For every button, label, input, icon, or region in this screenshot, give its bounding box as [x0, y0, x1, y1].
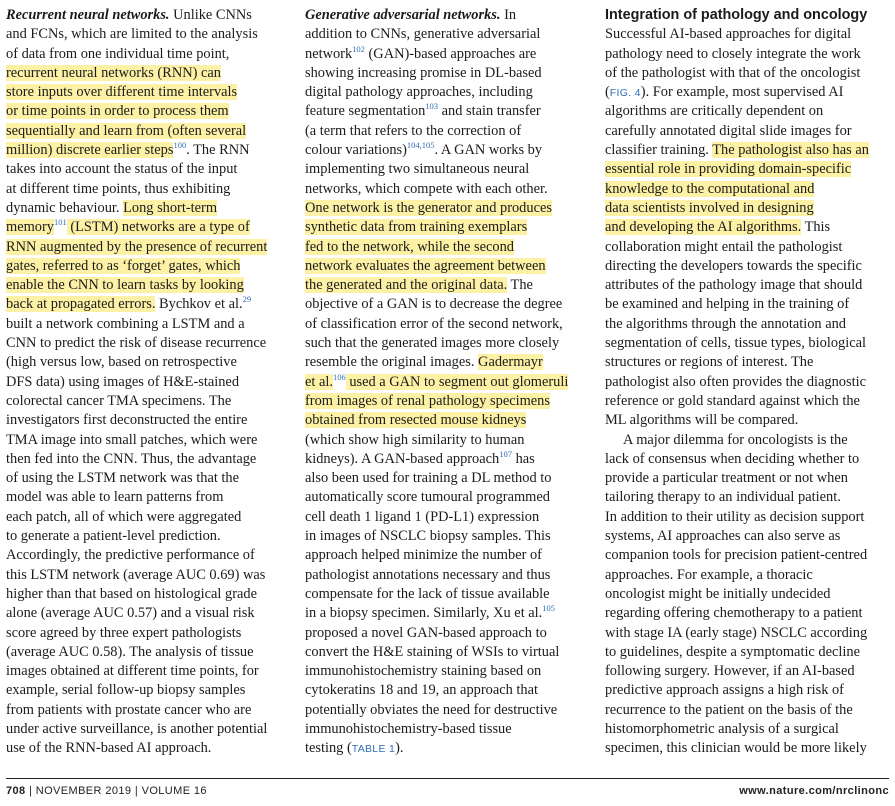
footer-rule	[6, 778, 889, 779]
highlighted-text: knowledge to the computational and	[605, 180, 815, 197]
text-run: histomorphometric analysis of a surgical	[605, 720, 839, 737]
text-line	[6, 160, 291, 179]
text-run: segmentation of cells, tissue types, biological	[605, 335, 866, 352]
text-run: and FCNs, which are limited to the analysis	[6, 26, 258, 43]
text-line	[605, 720, 891, 739]
text-line	[605, 218, 891, 237]
text-line	[605, 508, 891, 527]
reference-link[interactable]: 104,105	[406, 140, 435, 151]
text-line	[6, 315, 291, 334]
footer-issue-info	[6, 785, 207, 797]
text-line	[6, 643, 291, 662]
text-line	[6, 681, 291, 700]
text-run: testing (	[305, 740, 352, 757]
text-line	[6, 83, 291, 102]
text-line	[605, 450, 891, 469]
text-line	[305, 83, 590, 102]
highlighted-text: One network is the generator and produces	[305, 199, 552, 216]
highlighted-text: recurrent neural networks (RNN) can	[6, 64, 221, 81]
text-run: resemble the original images.	[305, 354, 479, 371]
text-line	[305, 546, 590, 565]
text-run: immunohistochemistry staining based on	[305, 663, 542, 680]
text-line	[305, 257, 590, 276]
text-line	[6, 122, 291, 141]
highlighted-text: from images of renal pathology specimens	[305, 392, 550, 409]
text-run: be examined and helping in the training of	[605, 296, 850, 313]
footer-separator: |	[25, 785, 36, 797]
text-run: The	[507, 277, 533, 294]
text-line	[605, 199, 891, 218]
text-run: and stain transfer	[438, 103, 541, 120]
text-run: Unlike CNNs	[169, 7, 252, 23]
text-line	[6, 276, 291, 295]
text-line	[605, 83, 891, 102]
text-run: . A GAN works by	[434, 142, 543, 159]
text-run: network	[305, 45, 353, 62]
text-line	[6, 566, 291, 585]
text-line	[6, 585, 291, 604]
text-run: digital pathology approaches, including	[305, 84, 533, 101]
text-run: predictive approach assigns a high risk of	[605, 682, 844, 699]
text-run: oncologist might be initially undecided	[605, 585, 831, 602]
text-line	[605, 411, 891, 430]
text-run: cell death 1 ligand 1 (PD-L1) expression	[305, 508, 540, 525]
text-line	[6, 218, 291, 237]
text-run: This	[801, 219, 831, 236]
text-line	[6, 295, 291, 314]
text-line	[305, 720, 590, 739]
text-line	[305, 315, 590, 334]
text-run: investigators first deconstructed the entire	[6, 412, 248, 429]
cross-reference-link[interactable]: FIG. 4	[609, 87, 641, 100]
reference-link[interactable]: 106	[332, 371, 346, 382]
text-line	[305, 238, 590, 257]
paragraph	[305, 6, 590, 759]
highlighted-text: enable the CNN to learn tasks by looking	[6, 277, 244, 294]
highlighted-text: Gadermayr	[478, 354, 543, 371]
text-line	[605, 681, 891, 700]
paragraph	[6, 6, 291, 759]
text-run: structures or regions of interest. The	[605, 354, 814, 371]
text-run: compensate for the lack of tissue available	[305, 585, 550, 602]
text-run: kidneys). A GAN-based approach	[305, 450, 500, 467]
text-line	[605, 604, 891, 623]
text-line	[605, 701, 891, 720]
text-run: collaboration might entail the pathologist	[605, 238, 843, 255]
text-line	[6, 662, 291, 681]
text-line	[605, 6, 891, 25]
reference-link[interactable]: 101	[53, 217, 67, 228]
text-line	[605, 585, 891, 604]
text-run: lack of consensus when deciding whether to	[605, 450, 860, 467]
text-run: colour variations)	[305, 142, 407, 159]
text-line	[605, 373, 891, 392]
text-line	[6, 450, 291, 469]
text-line	[305, 353, 590, 372]
text-line	[6, 527, 291, 546]
text-run: reference or gold standard against which the	[605, 392, 860, 409]
text-run: pathology need to closely integrate the work	[605, 45, 861, 62]
text-line	[305, 450, 590, 469]
highlighted-text: and developing the AI algorithms.	[605, 219, 802, 236]
text-run: pathologist annotations necessary and thus	[305, 566, 551, 583]
text-run: in a biopsy specimen. Similarly, Xu et al.	[305, 605, 543, 622]
highlighted-text: store inputs over different time intervals	[6, 84, 238, 101]
text-run: Accordingly, the predictive performance of	[6, 547, 255, 564]
text-line	[6, 334, 291, 353]
text-run: In addition to their utility as decision support	[605, 508, 865, 525]
text-line	[305, 488, 590, 507]
text-line	[305, 566, 590, 585]
text-run: dynamic behaviour.	[6, 199, 124, 216]
text-run: carefully annotated digital slide images for	[605, 122, 852, 139]
page-footer	[6, 785, 889, 799]
text-line	[6, 45, 291, 64]
highlighted-text: fed to the network, while the second	[305, 238, 515, 255]
text-run: following surgery. However, if an AI-based	[605, 663, 855, 680]
text-line	[605, 257, 891, 276]
highlighted-text: back at propagated errors.	[6, 296, 156, 313]
text-run: TMA image into small patches, which were	[6, 431, 258, 448]
text-line	[6, 411, 291, 430]
highlighted-text: essential role in providing domain-specific	[605, 161, 852, 178]
text-run: (a term that refers to the correction of	[305, 122, 522, 139]
text-line	[605, 527, 891, 546]
text-line	[6, 488, 291, 507]
reference-link[interactable]: 107	[499, 449, 512, 460]
text-run: use of the RNN-based AI approach.	[6, 740, 212, 757]
highlighted-text: RNN augmented by the presence of recurrent	[6, 238, 268, 255]
text-run: directing the developers towards the specific	[605, 257, 862, 274]
reference-link[interactable]: 103	[425, 101, 439, 112]
text-line	[605, 662, 891, 681]
text-line	[305, 739, 590, 758]
text-line	[305, 160, 590, 179]
text-run: implementing two simultaneous neural	[305, 161, 530, 178]
text-run: such that the generated images more closely	[305, 335, 560, 352]
text-run: with stage IA (early stage) NSCLC according	[605, 624, 868, 641]
text-line	[305, 276, 590, 295]
text-run: score agreed by three expert pathologists	[6, 624, 242, 641]
text-line	[305, 373, 590, 392]
text-run: to generate a patient-level prediction.	[6, 528, 221, 545]
text-run: ML algorithms will be compared.	[605, 412, 799, 429]
text-line	[6, 373, 291, 392]
text-run: approach helped minimize the number of	[305, 547, 542, 564]
text-line	[305, 141, 590, 160]
text-run: Successful AI-based approaches for digital	[605, 26, 852, 43]
text-line	[605, 431, 891, 450]
text-run: then fed into the CNN. Thus, the advantage	[6, 450, 257, 467]
reference-link[interactable]: 102	[352, 43, 365, 54]
text-run: regarding offering chemotherapy to a patient	[605, 605, 863, 622]
text-run: attributes of the pathology image that should	[605, 277, 863, 294]
text-line	[305, 508, 590, 527]
text-run: A major dilemma for oncologists is the	[623, 431, 848, 448]
highlighted-text: sequentially and learn from (often several	[6, 122, 247, 139]
text-line	[305, 102, 590, 121]
text-line	[6, 701, 291, 720]
text-line	[605, 624, 891, 643]
text-line	[305, 662, 590, 681]
text-run: systems, AI approaches can also serve as	[605, 528, 841, 545]
text-run: colorectal cancer TMA specimens. The	[6, 392, 232, 409]
text-run: also been used for training a DL method to	[305, 470, 552, 487]
text-line	[305, 295, 590, 314]
text-line	[605, 392, 891, 411]
text-run: ).	[395, 740, 404, 757]
text-line	[305, 701, 590, 720]
text-line	[305, 6, 590, 25]
text-line	[605, 739, 891, 758]
text-run: to guidelines, despite a symptomatic decline	[605, 643, 860, 660]
text-line	[6, 546, 291, 565]
text-run: (average AUC 0.58). The analysis of tissue	[6, 643, 254, 660]
text-line	[6, 257, 291, 276]
text-line	[605, 160, 891, 179]
text-column-3	[605, 6, 891, 759]
text-line	[605, 45, 891, 64]
text-line	[6, 102, 291, 121]
text-run: CNN to predict the risk of disease recurrence	[6, 335, 267, 352]
text-line	[305, 25, 590, 44]
text-run: each patch, all of which were aggregated	[6, 508, 242, 525]
highlighted-text: obtained from resected mouse kidneys	[305, 412, 527, 429]
text-run: proposed a novel GAN-based approach to	[305, 624, 547, 641]
text-run: classifier training.	[605, 142, 713, 159]
text-run: (GAN)-based approaches are	[364, 45, 537, 62]
volume-number: VOLUME 16	[141, 785, 207, 797]
text-run: (	[605, 84, 610, 101]
text-line	[305, 334, 590, 353]
text-run: under active surveillance, is another potential	[6, 720, 268, 737]
text-run: of the pathologist with that of the oncologist	[605, 64, 861, 81]
reference-link[interactable]: 100	[173, 140, 187, 151]
text-run: networks, which compete with each other.	[305, 180, 548, 197]
highlighted-text: gates, referred to as ‘forget’ gates, which	[6, 257, 241, 274]
text-run: (which show high similarity to human	[305, 431, 525, 448]
text-line	[605, 238, 891, 257]
text-column-1	[6, 6, 291, 759]
text-line	[6, 238, 291, 257]
text-run: cytokeratins 18 and 19, an approach that	[305, 682, 538, 699]
text-line	[6, 431, 291, 450]
text-line	[6, 180, 291, 199]
highlighted-text: or time points in order to process them	[6, 103, 229, 120]
text-run: the algorithms through the annotation and	[605, 315, 846, 332]
text-line	[305, 585, 590, 604]
text-run: in images of NSCLC biopsy samples. This	[305, 528, 551, 545]
text-line	[605, 141, 891, 160]
text-line	[605, 295, 891, 314]
text-line	[305, 64, 590, 83]
text-line	[305, 180, 590, 199]
paragraph	[605, 6, 891, 431]
text-line	[605, 566, 891, 585]
page-number: 708	[6, 785, 26, 797]
highlighted-text: (LSTM) networks are a type of	[66, 219, 250, 236]
text-run: has	[511, 450, 535, 467]
text-line	[605, 334, 891, 353]
text-line	[6, 508, 291, 527]
text-line	[305, 643, 590, 662]
text-line	[605, 122, 891, 141]
text-line	[305, 527, 590, 546]
text-line	[305, 681, 590, 700]
highlighted-text: memory	[6, 219, 54, 236]
text-run: specimen, this clinician would be more likely	[605, 740, 867, 757]
text-run: showing increasing promise in DL-based	[305, 64, 542, 81]
text-run: of classification error of the second network,	[305, 315, 563, 332]
journal-url[interactable]: www.nature.com/nrclinonc	[739, 785, 889, 797]
text-run: (high versus low, based on retrospective	[6, 354, 237, 371]
highlighted-text: synthetic data from training exemplars	[305, 219, 528, 236]
text-run: from patients with prostate cancer who are	[6, 701, 252, 718]
text-line	[6, 64, 291, 83]
text-line	[605, 315, 891, 334]
text-line	[6, 624, 291, 643]
text-run: companion tools for precision patient-centred	[605, 547, 868, 564]
highlighted-text: Long short-term	[123, 199, 218, 216]
highlighted-text: The pathologist also has an	[712, 142, 869, 159]
text-run: recurrence to the patient on the basis of the	[605, 701, 853, 718]
text-run: immunohistochemistry-based tissue	[305, 720, 512, 737]
text-line	[305, 199, 590, 218]
text-run: alone (average AUC 0.57) and a visual risk	[6, 605, 255, 622]
text-line	[6, 720, 291, 739]
text-line	[605, 180, 891, 199]
text-run: takes into account the status of the input	[6, 161, 238, 178]
text-line	[605, 469, 891, 488]
highlighted-text: network evaluates the agreement between	[305, 257, 546, 274]
text-line	[305, 122, 590, 141]
text-line	[605, 276, 891, 295]
text-line	[6, 392, 291, 411]
text-line	[6, 199, 291, 218]
text-line	[605, 546, 891, 565]
text-line	[6, 6, 291, 25]
text-line	[6, 141, 291, 160]
highlighted-text: used a GAN to segment out glomeruli	[345, 373, 569, 390]
text-line	[6, 25, 291, 44]
text-run: feature segmentation	[305, 103, 426, 120]
text-line	[305, 604, 590, 623]
text-line	[605, 643, 891, 662]
reference-link[interactable]: 29	[242, 294, 252, 305]
text-run: ). For example, most supervised AI	[640, 84, 844, 101]
text-line	[6, 604, 291, 623]
cross-reference-link[interactable]: TABLE 1	[351, 743, 396, 756]
highlighted-text: et al.	[305, 373, 333, 390]
text-line	[305, 45, 590, 64]
text-run: at different time points, thus exhibiting	[6, 180, 231, 197]
text-line	[605, 64, 891, 83]
text-run: Bychkov et al.	[155, 296, 243, 313]
reference-link[interactable]: 105	[542, 603, 556, 614]
text-run: this LSTM network (average AUC 0.69) was	[6, 566, 266, 583]
text-run: objective of a GAN is to decrease the degree	[305, 296, 563, 313]
run-in-heading: Recurrent neural networks.	[6, 7, 170, 23]
text-run: model was able to learn patterns from	[6, 489, 224, 506]
text-line	[6, 469, 291, 488]
text-column-2	[305, 6, 590, 759]
text-line	[6, 739, 291, 758]
text-run: pathologist also often provides the diagnostic	[605, 373, 866, 390]
text-run: . The RNN	[186, 142, 250, 159]
text-run: DFS data) using images of H&E-stained	[6, 373, 240, 390]
text-run: of data from one individual time point,	[6, 45, 230, 62]
text-line	[305, 624, 590, 643]
text-run: built a network combining a LSTM and a	[6, 315, 245, 332]
text-line	[305, 431, 590, 450]
text-line	[605, 102, 891, 121]
text-run: algorithms are critically dependent on	[605, 103, 824, 120]
text-line	[305, 218, 590, 237]
text-run: higher than that based on histological grade	[6, 585, 257, 602]
run-in-heading: Generative adversarial networks.	[305, 7, 501, 23]
text-line	[605, 353, 891, 372]
text-run: convert the H&E staining of WSIs to virtual	[305, 643, 560, 660]
text-run: images obtained at different time points, for	[6, 663, 259, 680]
text-run: tailoring therapy to an individual patient.	[605, 489, 841, 506]
text-run: provide a particular treatment or not when	[605, 470, 848, 487]
text-line	[305, 411, 590, 430]
text-run: automatically score tumoural programmed	[305, 489, 550, 506]
issue-date: NOVEMBER 2019	[35, 785, 132, 797]
text-line	[305, 469, 590, 488]
text-run: of using the LSTM network was that the	[6, 470, 240, 487]
highlighted-text: million) discrete earlier steps	[6, 142, 174, 159]
text-run: potentially obviates the need for destructive	[305, 701, 558, 718]
text-run: In	[500, 7, 517, 23]
paragraph	[605, 431, 891, 759]
text-line	[605, 25, 891, 44]
footer-separator: |	[131, 785, 142, 797]
highlighted-text: data scientists involved in designing	[605, 199, 814, 216]
text-line	[605, 488, 891, 507]
text-line	[305, 392, 590, 411]
text-line	[6, 353, 291, 372]
text-run: approaches. For example, a thoracic	[605, 566, 813, 583]
text-run: example, serial follow-up biopsy samples	[6, 682, 246, 699]
text-run: addition to CNNs, generative adversarial	[305, 26, 541, 43]
highlighted-text: the generated and the original data.	[305, 277, 508, 294]
section-heading: Integration of pathology and oncology	[605, 7, 868, 23]
